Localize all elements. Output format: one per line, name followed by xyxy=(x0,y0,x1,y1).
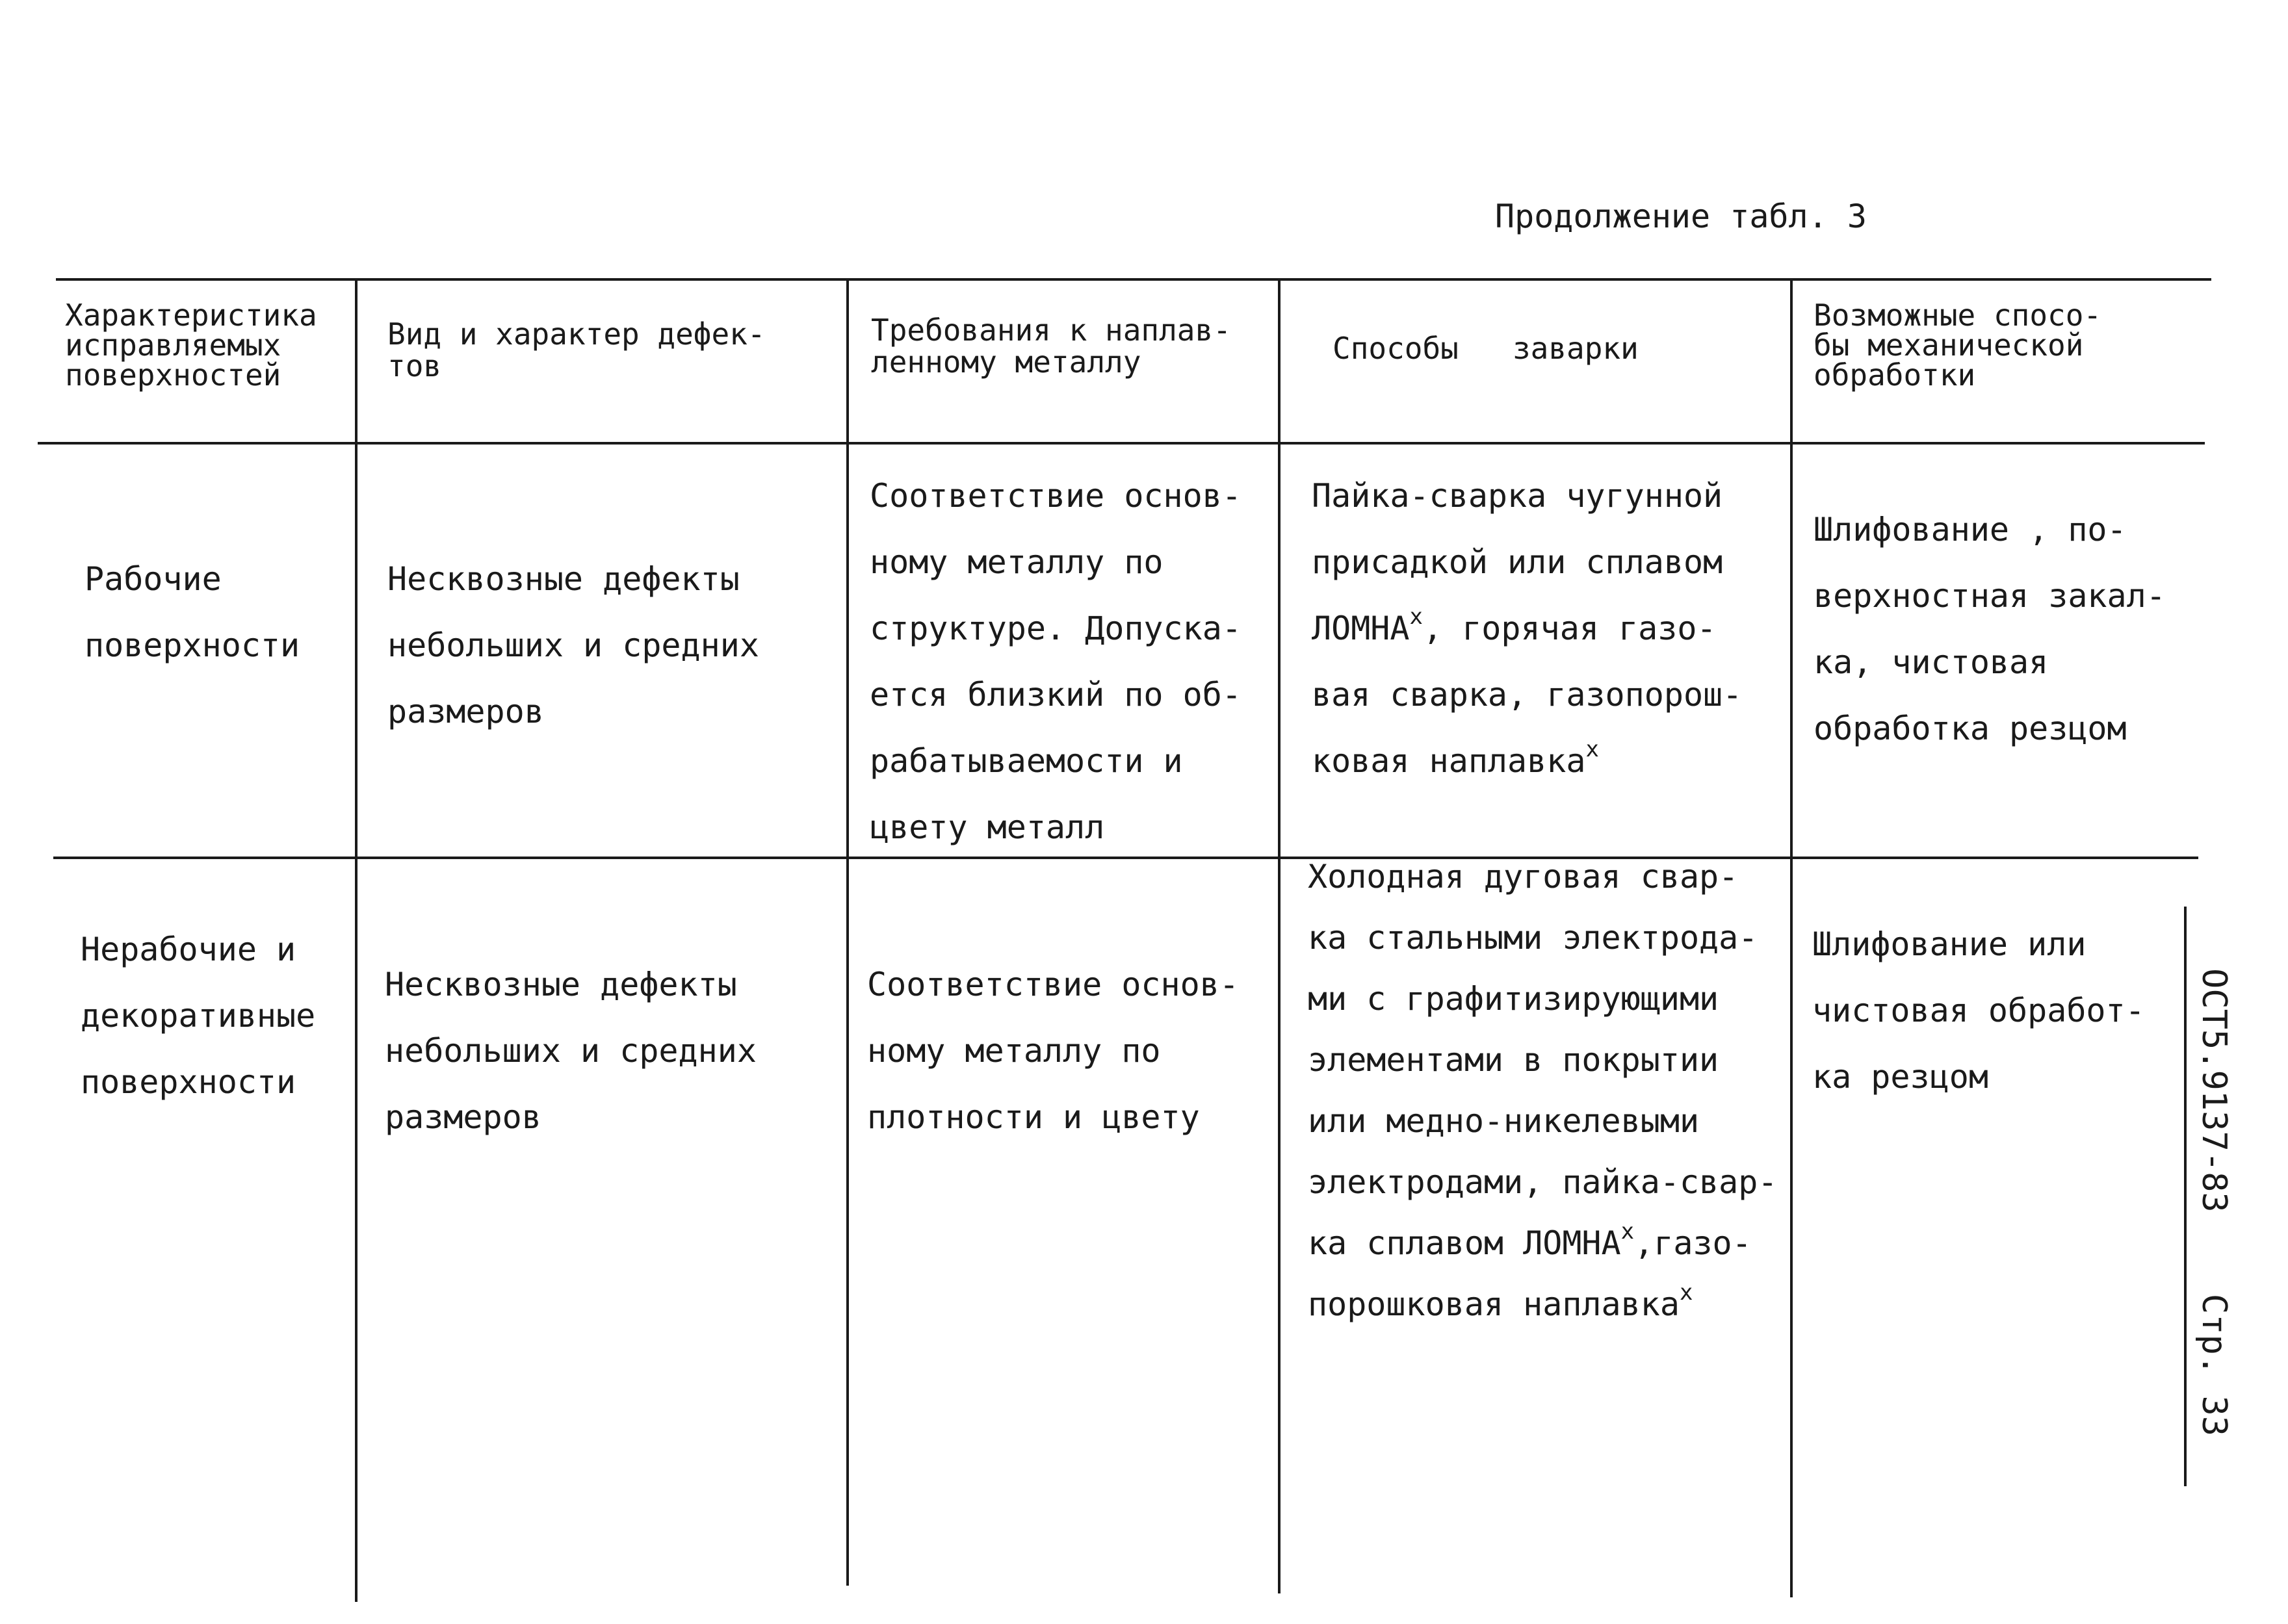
header-defect-type: Вид и характер дефек- тов xyxy=(387,316,766,383)
header-machining-methods: Возможные спосо- бы механической обработки xyxy=(1814,298,2102,393)
column-divider-2 xyxy=(846,279,849,1586)
row2-welding-methods: Холодная дуговая свар- ка стальными электрода- ми с графитизирующими элементами в покрытии или медно-никелевыми электродами, пайка-свар- ка сплавом ЛОМНА$^x$,газо- порошковая наплавка$^x$ xyxy=(1308,858,1778,1323)
header-metal-requirements: Требования к наплав- ленному металлу xyxy=(871,313,1231,380)
row2-metal-requirements: Соответствие основ- ному металлу по плотности и цвету xyxy=(867,966,1239,1136)
header-top-rule xyxy=(56,278,2211,281)
row1-defect-type: Несквозные дефекты небольших и средних размеров xyxy=(387,560,759,730)
row1-surface-characteristic: Рабочие поверхности xyxy=(84,560,300,664)
row2-defect-type: Несквозные дефекты небольших и средних размеров xyxy=(385,966,757,1136)
header-welding-methods: Способы заварки xyxy=(1332,331,1639,366)
column-divider-3 xyxy=(1278,279,1280,1593)
column-divider-4 xyxy=(1790,279,1793,1597)
column-divider-1 xyxy=(355,279,358,1602)
row1-machining-methods: Шлифование , по- верхностная закал- ка, чистовая обработка резцом xyxy=(1814,511,2166,747)
side-margin-rule xyxy=(2184,907,2187,1486)
row2-machining-methods: Шлифование или чистовая обработ- ка резцом xyxy=(1812,925,2145,1096)
table-continuation-caption: Продолжение табл. 3 xyxy=(1495,198,1867,235)
standard-page-label: ОСТ5.9137-83 Стр. 33 xyxy=(2194,968,2233,1437)
header-bottom-rule xyxy=(38,442,2205,445)
row1-metal-requirements: Соответствие основ- ному металлу по структуре. Допуска- ется близкий по об- рабатываемости и цвету металл xyxy=(870,477,1242,846)
row2-surface-characteristic: Нерабочие и декоративные поверхности xyxy=(81,931,316,1101)
row1-welding-methods: Пайка-сварка чугунной присадкой или сплавом ЛОМНА$^x$, горячая газо- вая сварка, газопорош- ковая наплавка$^x$ xyxy=(1312,477,1743,780)
header-surface-characteristic: Характеристика исправляемых поверхностей xyxy=(65,298,317,393)
